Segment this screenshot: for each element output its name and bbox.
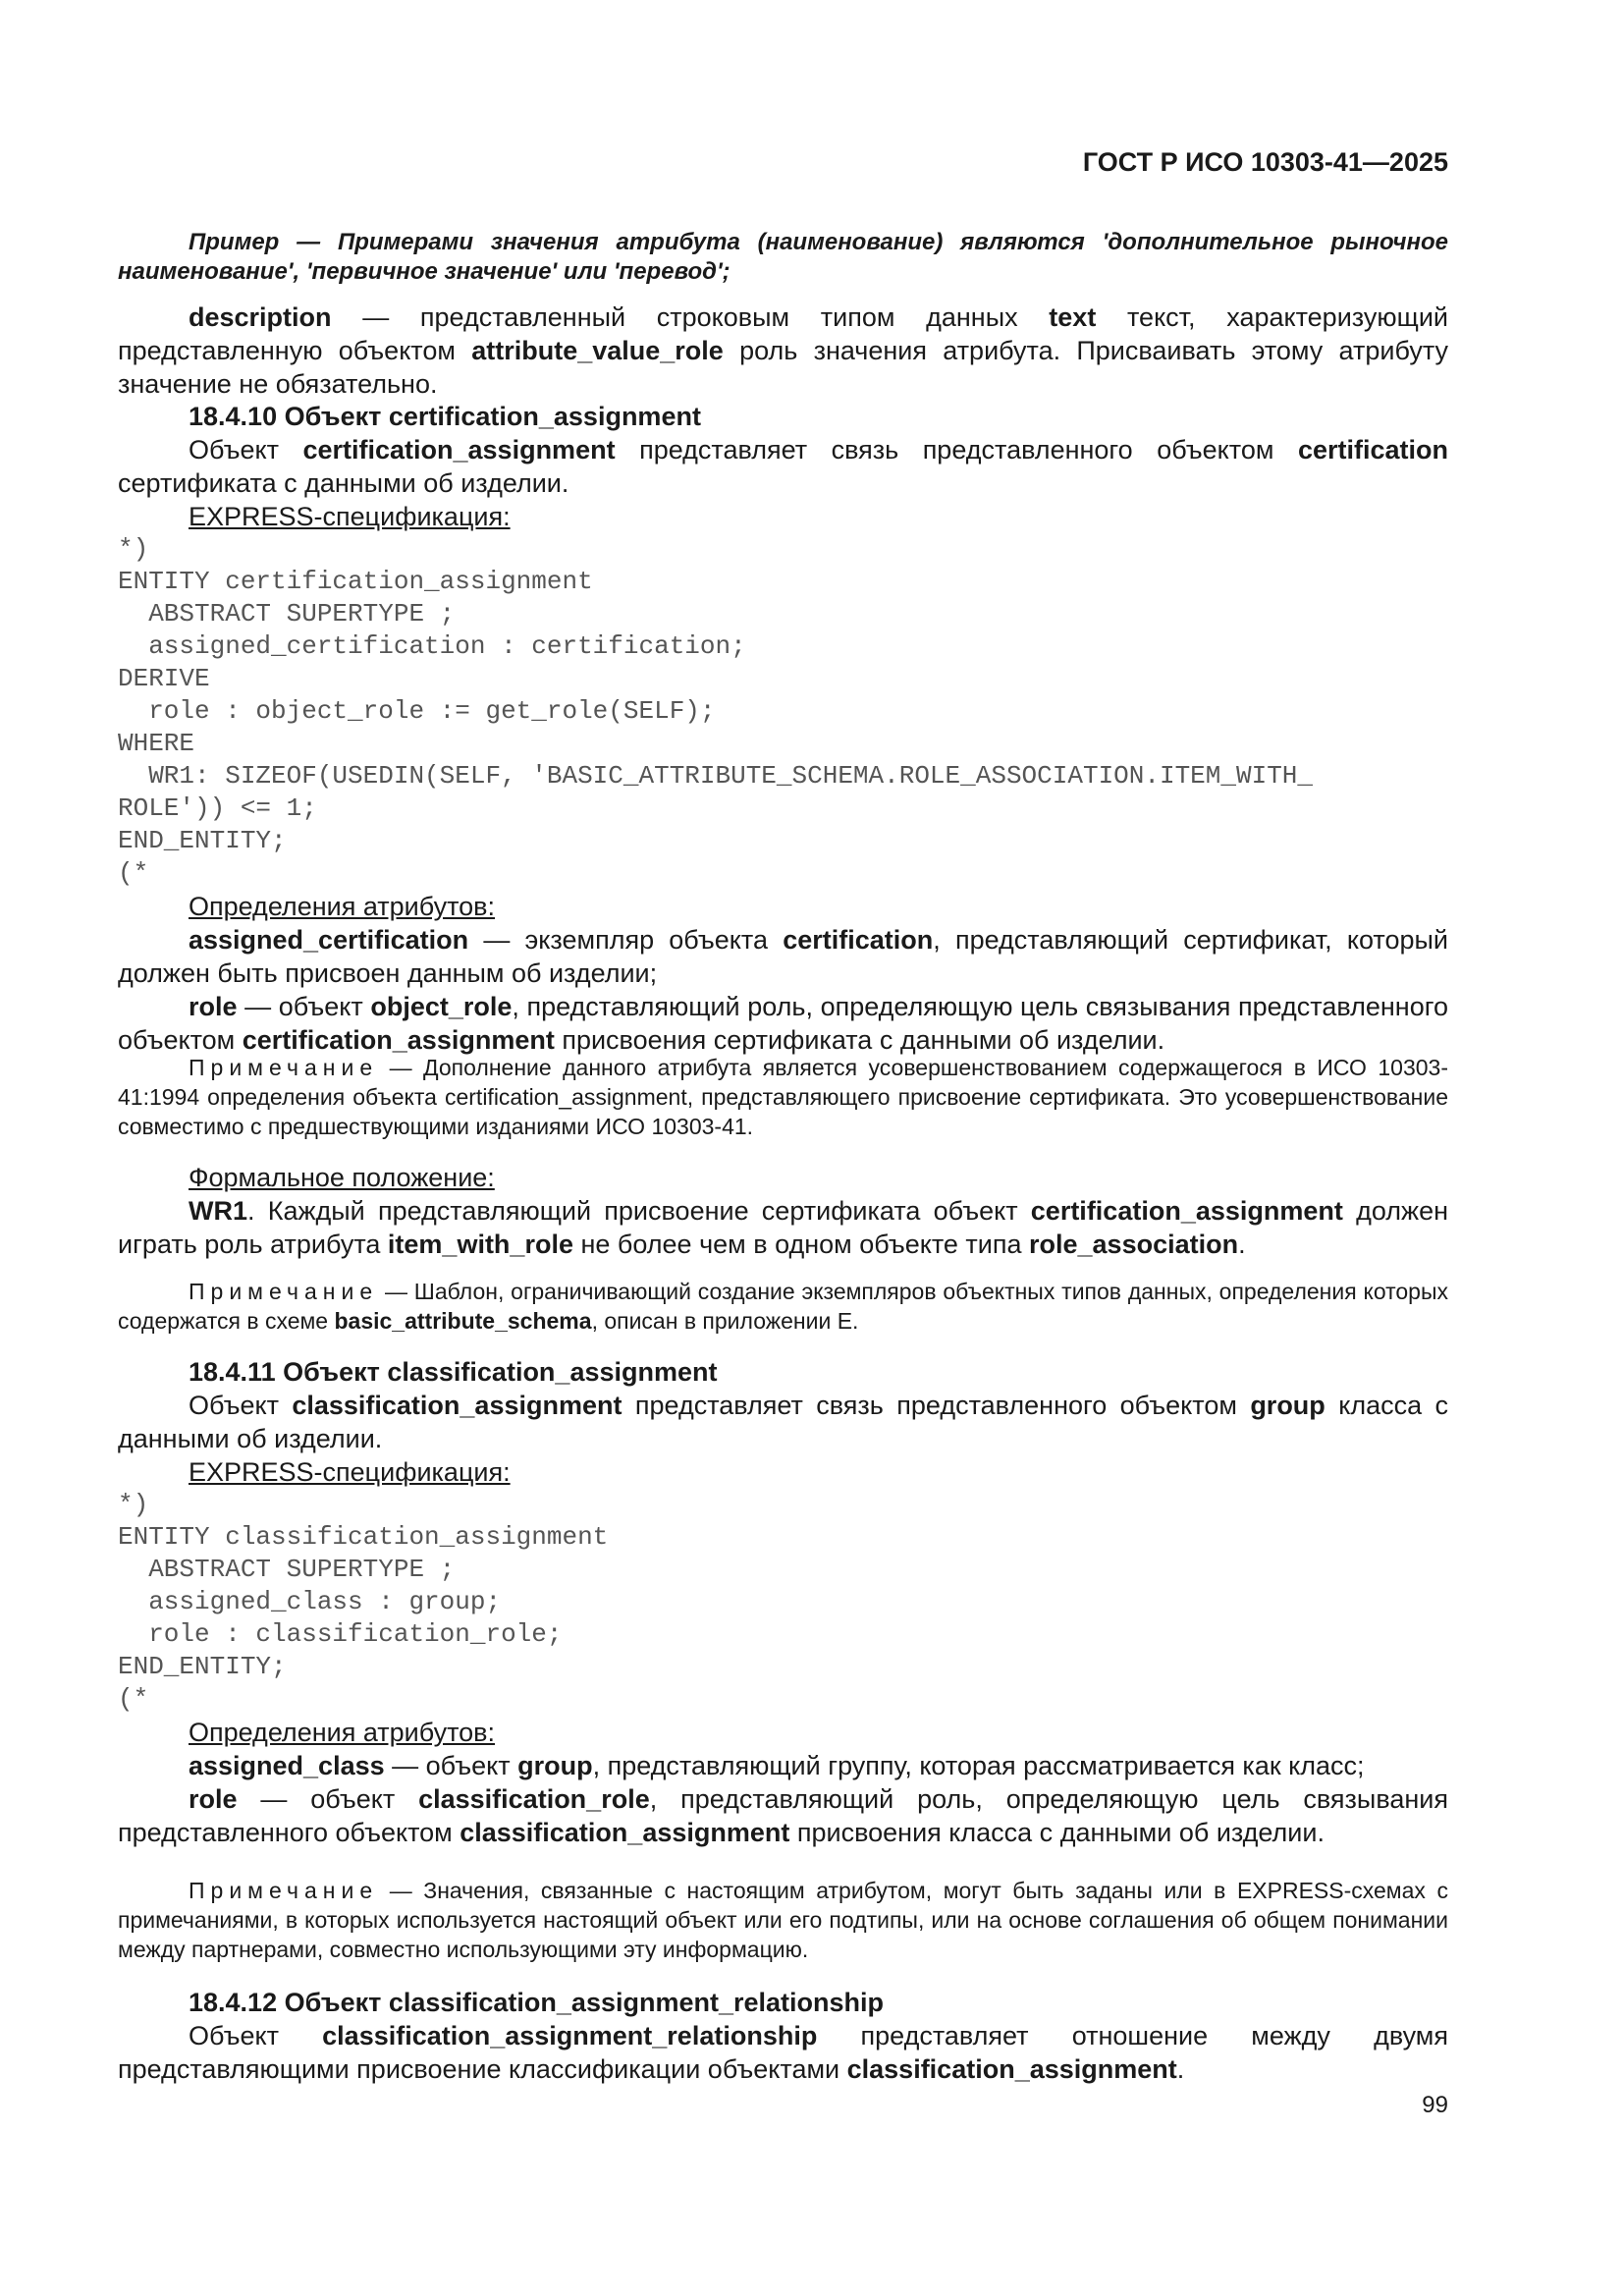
section-intro: Объект certification_assignment представляет связь представленного объектом certification сертификата с данными об изделии. xyxy=(118,435,1448,498)
attr-label: Определения атрибутов: xyxy=(189,1718,496,1747)
description-paragraph: description — представленный строковым типом данных text текст, характеризующий представленную объектом attribute_value_role роль значения атрибута. Присваивать этому атрибуту значение не обязательно. xyxy=(118,302,1448,399)
attr-definition: role — объект classification_role, представляющий роль, определяющую цель связывания представленного объектом classification_assignment присвоения класса с данными об изделии. xyxy=(118,1784,1449,1847)
example-paragraph: Пример — Примерами значения атрибута (наименование) являются 'дополнительное рыночное наименование', 'первичное значение' или 'перевод'; xyxy=(118,229,1448,285)
attr-definition: assigned_class — объект group, представляющий группу, которая рассматривается как класс; xyxy=(189,1751,1365,1780)
note-1: Примечание — Дополнение данного атрибута является усовершенствованием содержащегося в ИСО 10303-41:1994 определения объекта certification_assignment, представляющего присвоение сертификата. Это усовершенствование совместимо с предшествующими изданиями ИСО 10303-41. xyxy=(118,1055,1448,1139)
express-label: EXPRESS-спецификация: xyxy=(189,502,511,531)
attr-definition: role — объект object_role, представляющий роль, определяющую цель связывания представленного объектом certification_assignment присвоения сертификата с данными об изделии. xyxy=(118,992,1448,1055)
attr-definition: assigned_certification — экземпляр объекта certification, представляющий сертификат, который должен быть присвоен данным об изделии; xyxy=(118,925,1448,988)
express-code: *) ENTITY classification_assignment ABSTRACT SUPERTYPE ; assigned_class : group; role : classification_role; END_ENTITY; (* xyxy=(118,1490,609,1714)
document-header: ГОСТ Р ИСО 10303-41—2025 xyxy=(1082,147,1448,177)
section-18-4-11 xyxy=(118,1355,1448,1849)
section-18-4-10 xyxy=(118,400,1448,1057)
section-heading: 18.4.11 Объект classification_assignment xyxy=(189,1357,718,1387)
wr1-rule: WR1. Каждый представляющий присвоение сертификата объект certification_assignment должен играть роль атрибута item_with_role не более чем в одном объекте типа role_association. xyxy=(118,1196,1449,1259)
express-label: EXPRESS-спецификация: xyxy=(189,1457,511,1487)
attr-label: Определения атрибутов: xyxy=(189,892,496,921)
section-heading: 18.4.12 Объект classification_assignment_relationship xyxy=(189,1988,885,2017)
section-heading: 18.4.10 Объект certification_assignment xyxy=(189,402,701,431)
formal-label: Формальное положение: xyxy=(189,1163,495,1192)
express-code: *) ENTITY certification_assignment ABSTRACT SUPERTYPE ; assigned_certification : certification; DERIVE role : object_role := get_role(SELF); WHERE WR1: SIZEOF(USEDIN(SELF, 'BASIC_ATTRIBUTE_SCHEMA.ROLE_ASSOCIATION.ITEM_WITH_ ROLE')) <= 1; END_ENTITY; (* xyxy=(118,534,1313,888)
note-2: Примечание — Шаблон, ограничивающий создание экземпляров объектных типов данных, определения которых содержатся в схеме basic_attribute_schema, описан в приложении Е. xyxy=(118,1279,1448,1334)
note-3: Примечание — Значения, связанные с настоящим атрибутом, могут быть заданы или в EXPRESS-схемах с примечаниями, в которых используется настоящий объект или его подтипы, или на основе соглашения об общем понимании между партнерами, совместно использующими эту информацию. xyxy=(118,1878,1448,1962)
section-intro: Объект classification_assignment_relationship представляет отношение между двумя представляющими присвоение классификации объектами classification_assignment. xyxy=(118,2021,1448,2084)
page-number: 99 xyxy=(1422,2092,1448,2118)
section-18-4-12 xyxy=(118,1986,1448,2086)
section-intro: Объект classification_assignment представляет связь представленного объектом group класса с данными об изделии. xyxy=(118,1391,1448,1453)
formal-section xyxy=(118,1161,1448,1261)
